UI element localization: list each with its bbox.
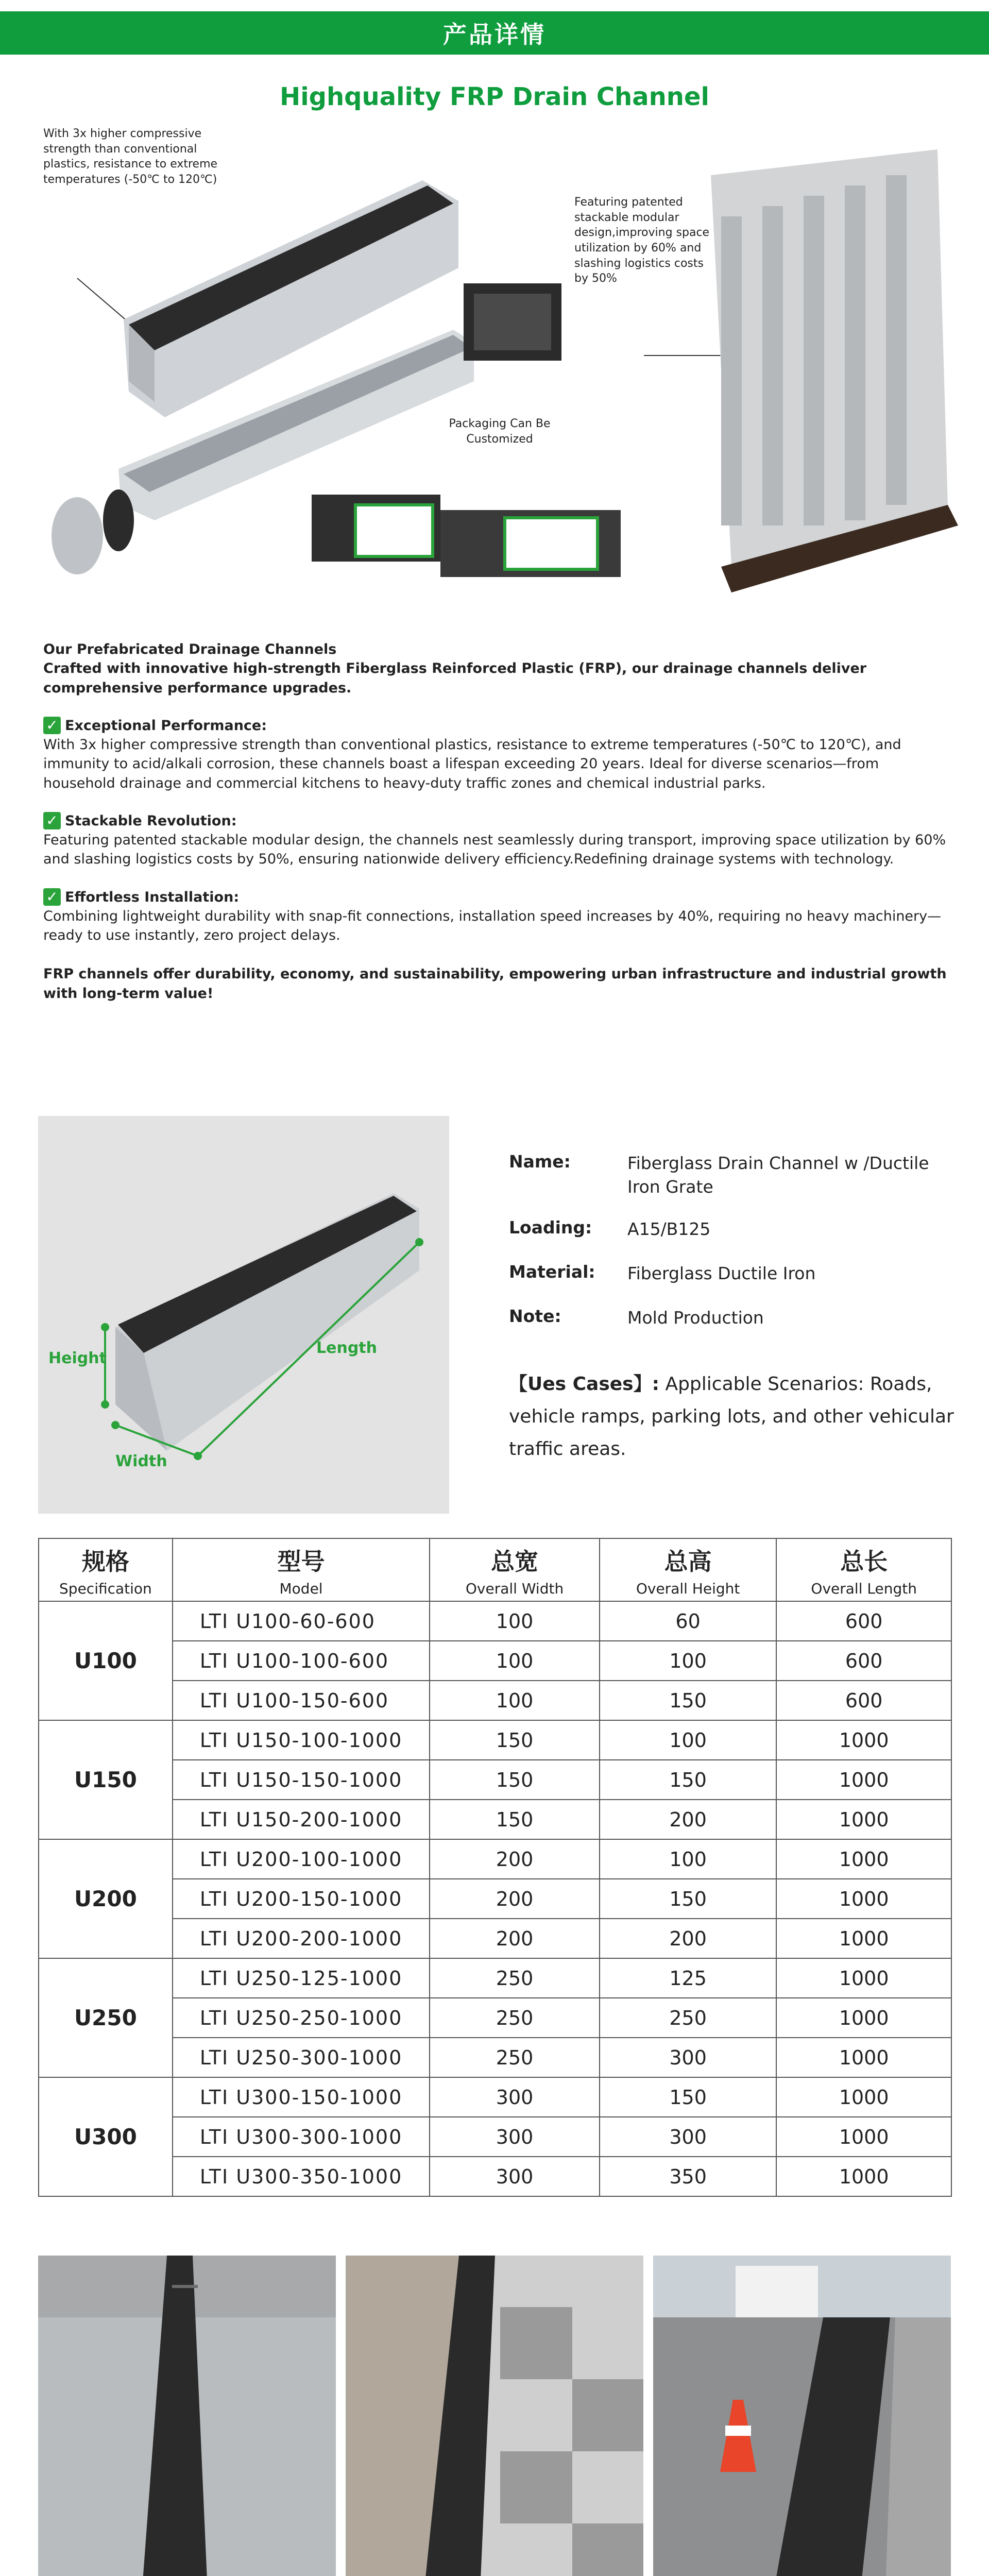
section-body: Combining lightweight durability with snap-fit connections, installation speed increases by 40%, requiring no heavy machinery—ready to use instantly, zero project delays. <box>43 908 942 943</box>
callout-packaging: Packaging Can Be Customized <box>449 417 551 446</box>
width-cell: 150 <box>430 1720 600 1760</box>
section-stackable <box>43 811 950 869</box>
length-cell: 1000 <box>776 2038 951 2077</box>
table-header-row <box>39 1538 951 1601</box>
use-case-value: Applicable Scenarios: Roads, vehicle ramps, parking lots, and other vehicular traffic areas. <box>509 1374 954 1460</box>
table-row <box>39 2117 951 2157</box>
spec-name <box>509 1151 936 1199</box>
length-cell: 600 <box>776 1601 951 1641</box>
model-cell: LTI U100-150-600 <box>173 1681 430 1720</box>
height-cell: 350 <box>600 2157 777 2196</box>
model-cell: LTI U250-250-1000 <box>173 1998 430 2038</box>
install-photo <box>653 2256 951 2576</box>
section-title: Stackable Revolution: <box>65 812 237 829</box>
length-cell: 1000 <box>776 1720 951 1760</box>
height-label: Height <box>48 1349 107 1367</box>
table-row <box>39 1998 951 2038</box>
model-cell: LTI U200-200-1000 <box>173 1919 430 1958</box>
length-label: Length <box>316 1339 377 1357</box>
table-row <box>39 1601 951 1641</box>
packaging-boxes <box>312 495 621 577</box>
model-cell: LTI U100-100-600 <box>173 1641 430 1681</box>
height-cell: 150 <box>600 2077 777 2117</box>
length-cell: 1000 <box>776 1800 951 1839</box>
length-cell: 1000 <box>776 1760 951 1800</box>
table-row <box>39 1958 951 1998</box>
height-cell: 200 <box>600 1919 777 1958</box>
use-cases <box>509 1368 962 1465</box>
model-cell: LTI U150-100-1000 <box>173 1720 430 1760</box>
model-cell: LTI U150-200-1000 <box>173 1800 430 1839</box>
height-cell: 60 <box>600 1601 777 1641</box>
callout-strength: With 3x higher compressive strength than conventional plastics, resistance to extreme temperatures (-50℃ to 120℃) <box>43 127 218 187</box>
width-cell: 300 <box>430 2157 600 2196</box>
height-cell: 150 <box>600 1681 777 1720</box>
length-cell: 600 <box>776 1641 951 1681</box>
spec-note <box>509 1306 936 1330</box>
col-specification: 规格 Specification <box>39 1538 173 1601</box>
hero-product-illustration <box>0 113 989 608</box>
check-icon: ✓ <box>43 717 61 734</box>
table-row <box>39 2038 951 2077</box>
table-row <box>39 1641 951 1681</box>
length-cell: 1000 <box>776 2117 951 2157</box>
col-length: 总长 Overall Length <box>776 1538 951 1601</box>
model-cell: LTI U300-150-1000 <box>173 2077 430 2117</box>
table-row <box>39 1800 951 1839</box>
spec-label: Name: <box>509 1151 571 1172</box>
height-cell: 200 <box>600 1800 777 1839</box>
model-cell: LTI U100-60-600 <box>173 1601 430 1641</box>
stacked-pallet <box>711 149 958 592</box>
length-cell: 1000 <box>776 1998 951 2038</box>
intro-heading: Our Prefabricated Drainage Channels <box>43 641 337 657</box>
width-cell: 300 <box>430 2077 600 2117</box>
section-title: Effortless Installation: <box>65 889 240 905</box>
spec-label: Loading: <box>509 1217 592 1238</box>
spec-label: Note: <box>509 1306 561 1326</box>
col-height: 总高 Overall Height <box>600 1538 777 1601</box>
model-cell: LTI U250-125-1000 <box>173 1958 430 1998</box>
install-photo <box>38 2256 336 2576</box>
table-row <box>39 1919 951 1958</box>
model-cell: LTI U300-300-1000 <box>173 2117 430 2157</box>
length-cell: 1000 <box>776 1879 951 1919</box>
spec-material <box>509 1262 936 1285</box>
width-cell: 250 <box>430 2038 600 2077</box>
height-cell: 250 <box>600 1998 777 2038</box>
table-row <box>39 1760 951 1800</box>
check-icon: ✓ <box>43 812 61 829</box>
dimension-diagram <box>38 1116 449 1514</box>
width-cell: 150 <box>430 1800 600 1839</box>
width-cell: 100 <box>430 1681 600 1720</box>
height-cell: 300 <box>600 2038 777 2077</box>
width-cell: 250 <box>430 1958 600 1998</box>
table-row <box>39 1839 951 1879</box>
model-cell: LTI U150-150-1000 <box>173 1760 430 1800</box>
spec-value: Mold Production <box>627 1308 764 1328</box>
table-row <box>39 2077 951 2117</box>
section-title: Exceptional Performance: <box>65 717 267 734</box>
length-cell: 1000 <box>776 2077 951 2117</box>
width-cell: 200 <box>430 1919 600 1958</box>
width-cell: 250 <box>430 1998 600 2038</box>
width-cell: 150 <box>430 1760 600 1800</box>
spec-value: A15/B125 <box>627 1219 711 1239</box>
intro-closing: FRP channels offer durability, economy, and sustainability, empowering urban infrastructure and industrial growth with long-term value! <box>43 966 947 1002</box>
width-cell: 200 <box>430 1879 600 1919</box>
spec-cell: U150 <box>39 1720 173 1839</box>
width-cell: 100 <box>430 1641 600 1681</box>
model-cell: LTI U250-300-1000 <box>173 2038 430 2077</box>
model-cell: LTI U300-350-1000 <box>173 2157 430 2196</box>
spec-label: Material: <box>509 1262 595 1282</box>
width-cell: 100 <box>430 1601 600 1641</box>
height-cell: 150 <box>600 1879 777 1919</box>
product-dimension-image <box>38 1116 449 1514</box>
intro-section <box>43 640 950 1003</box>
width-label: Width <box>115 1452 167 1470</box>
length-cell: 600 <box>776 1681 951 1720</box>
length-cell: 1000 <box>776 1919 951 1958</box>
intro-subheading: Crafted with innovative high-strength Fiberglass Reinforced Plastic (FRP), our drainage channels deliver comprehensive performance upgrades. <box>43 660 867 696</box>
height-cell: 125 <box>600 1958 777 1998</box>
spec-loading <box>509 1217 936 1241</box>
width-cell: 300 <box>430 2117 600 2157</box>
length-cell: 1000 <box>776 1839 951 1879</box>
spec-cell: U250 <box>39 1958 173 2077</box>
section-installation <box>43 888 950 945</box>
model-cell: LTI U200-100-1000 <box>173 1839 430 1879</box>
check-icon: ✓ <box>43 888 61 906</box>
model-cell: LTI U200-150-1000 <box>173 1879 430 1919</box>
table-row <box>39 2157 951 2196</box>
height-cell: 150 <box>600 1760 777 1800</box>
height-cell: 100 <box>600 1641 777 1681</box>
section-body: With 3x higher compressive strength than conventional plastics, resistance to extreme temperatures (-50℃ to 120℃), and immunity to acid/alkali corrosion, these channels boast a lifespan exceeding 20 years. Ideal for diverse scenarios—from household drainage and commercial kitchens to heavy-duty traffic zones and chemical industrial parks. <box>43 737 901 791</box>
col-width: 总宽 Overall Width <box>430 1538 600 1601</box>
col-model: 型号 Model <box>173 1538 430 1601</box>
callout-stackable: Featuring patented stackable modular design,improving space utilization by 60% and slashing logistics costs by 50% <box>574 196 710 285</box>
height-cell: 300 <box>600 2117 777 2157</box>
section-body: Featuring patented stackable modular design, the channels nest seamlessly during transport, improving space utilization by 60% and slashing logistics costs by 50%, ensuring nationwide delivery efficiency.Redefining drainage systems with technology. <box>43 832 946 868</box>
table-row <box>39 1879 951 1919</box>
banner-title: 产品详情 <box>443 21 546 48</box>
spec-value: Fiberglass Drain Channel w /Ductile Iron Grate <box>627 1153 929 1197</box>
spec-cell: U100 <box>39 1601 173 1720</box>
length-cell: 1000 <box>776 1958 951 1998</box>
table-row <box>39 1720 951 1760</box>
use-case-label: 【Ues Cases】: <box>509 1374 659 1395</box>
length-cell: 1000 <box>776 2157 951 2196</box>
spec-cell: U200 <box>39 1839 173 1958</box>
section-performance <box>43 716 950 793</box>
install-photo <box>346 2256 643 2576</box>
height-cell: 100 <box>600 1839 777 1879</box>
width-cell: 200 <box>430 1839 600 1879</box>
spec-table <box>38 1538 952 2197</box>
section-banner <box>0 11 989 55</box>
height-cell: 100 <box>600 1720 777 1760</box>
spec-cell: U300 <box>39 2077 173 2196</box>
hero-title: Highquality FRP Drain Channel <box>280 82 709 111</box>
spec-value: Fiberglass Ductile Iron <box>627 1263 816 1283</box>
table-row <box>39 1681 951 1720</box>
